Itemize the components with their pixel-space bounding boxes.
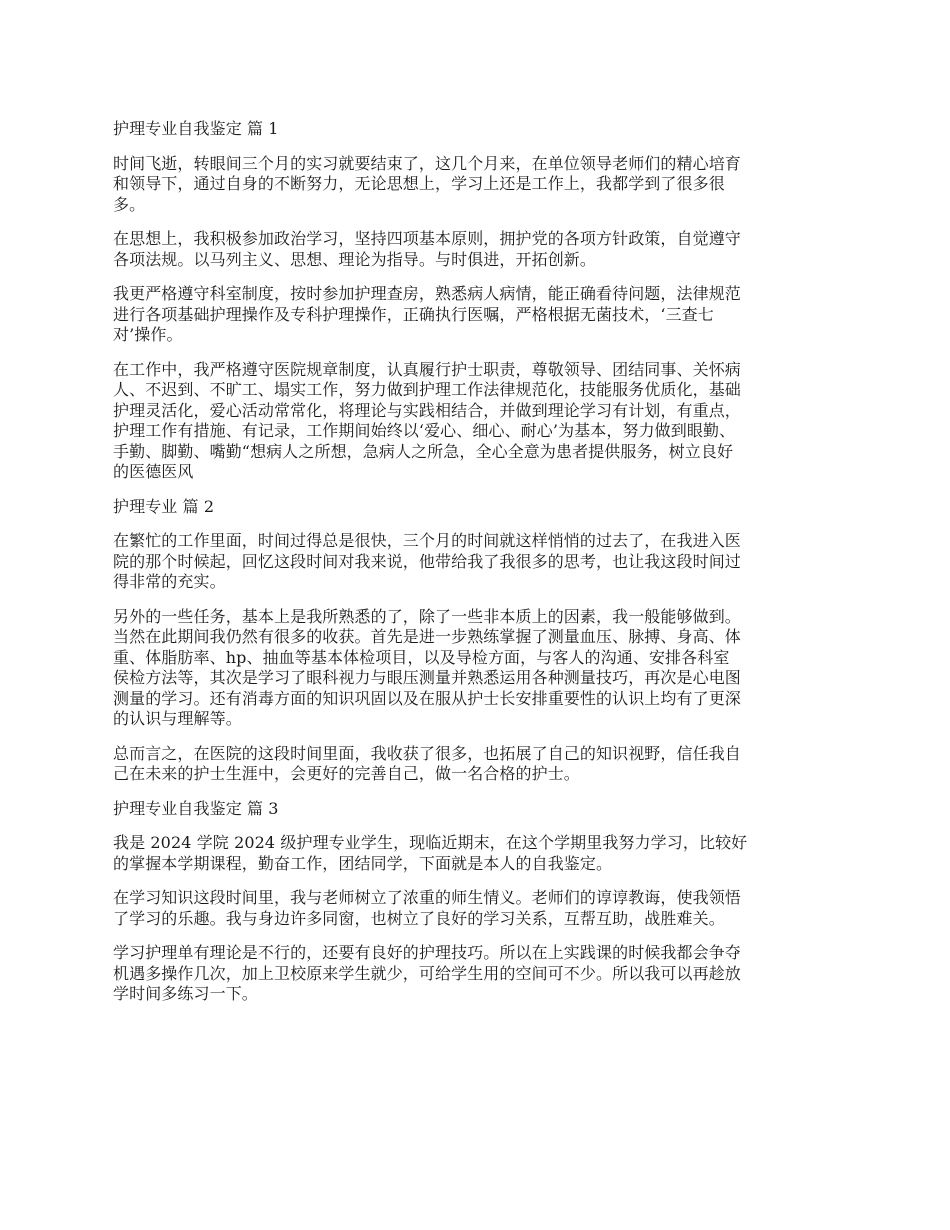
paragraph: 我更严格遵守科室制度，按时参加护理查房，熟悉病人病情，能正确看待问题，法律规范 进行各项基础护理操作及专科护理操作，正确执行医嘱，严格根据无菌技术，‘三查七 对’操作。 bbox=[113, 284, 741, 344]
document-body bbox=[113, 119, 843, 1019]
paragraph: 我是 2024 学院 2024 级护理专业学生，现临近期末，在这个学期里我努力学习，比较好 的掌握本学期课程，勤奋工作，团结同学，下面就是本人的自我鉴定。 bbox=[113, 833, 748, 873]
paragraph: 在繁忙的工作里面，时间过得总是很快，三个月的时间就这样悄悄的过去了，在我进入医 院的那个时候起，回忆这段时间对我来说，他带给我了我很多的思考，也让我这段时间过 得非常的充实。 bbox=[113, 531, 741, 591]
paragraph: 在思想上，我积极参加政治学习，坚持四项基本原则，拥护党的各项方针政策，自觉遵守 各项法规。以马列主义、思想、理论为指导。与时俱进，开拓创新。 bbox=[113, 229, 741, 269]
paragraph: 时间飞逝，转眼间三个月的实习就要结束了，这几个月来，在单位领导老师们的精心培育 和领导下，通过自身的不断努力，无论思想上，学习上还是工作上，我都学到了很多很 多。 bbox=[113, 153, 741, 214]
paragraph: 在工作中，我严格遵守医院规章制度，认真履行护士职责，尊敬领导、团结同事、关怀病 人、不迟到、不旷工、塌实工作，努力做到护理工作法律规范化，技能服务优质化，基础 护理灵活化，爱心活动常常化，将理论与实践相结合，并做到理论学习有计划，有重点， 护理工作有措施、有记录，工作期间始终以‘爱心、细心、耐心’为基本，努力做到眼勤、 手勤、脚勤、嘴勤“想病人之所想，急病人之所急，全心全意为患者提供服务，树立良好 的医德医风 bbox=[113, 359, 741, 481]
section-heading: 护理专业自我鉴定 篇 1 bbox=[113, 119, 279, 138]
section-heading: 护理专业 篇 2 bbox=[113, 496, 215, 516]
paragraph: 总而言之，在医院的这段时间里面，我收获了很多，也拓展了自己的知识视野，信任我自 己在未来的护士生涯中，会更好的完善自己，做一名合格的护士。 bbox=[113, 743, 741, 783]
section-heading: 护理专业自我鉴定 篇 3 bbox=[113, 798, 279, 818]
paragraph: 在学习知识这段时间里，我与老师树立了浓重的师生情义。老师们的谆谆教诲，使我领悟 了学习的乐趣。我与身边许多同窗，也树立了良好的学习关系，互帮互助，战胜难关。 bbox=[113, 888, 741, 928]
paragraph: 学习护理单有理论是不行的，还要有良好的护理技巧。所以在上实践课的时候我都会争夺 机遇多操作几次，加上卫校原来学生就少，可给学生用的空间可不少。所以我可以再趁放 学时间多练习一下。 bbox=[113, 943, 741, 1003]
paragraph: 另外的一些任务，基本上是我所熟悉的了，除了一些非本质上的因素，我一般能够做到。 当然在此期间我仍然有很多的收获。首先是进一步熟练掌握了测量血压、脉搏、身高、体 重、体脂肪率、hp、抽血等基本体检项目，以及导检方面，与客人的沟通、安排各科室 侯检方法等，其次是学习了眼科视力与眼压测量并熟悉运用各种测量技巧，再次是心电图 测量的学习。还有消毒方面的知识巩固以及在服从护士长安排重要性的认识上均有了更深 的认识与理解等。 bbox=[113, 606, 741, 728]
